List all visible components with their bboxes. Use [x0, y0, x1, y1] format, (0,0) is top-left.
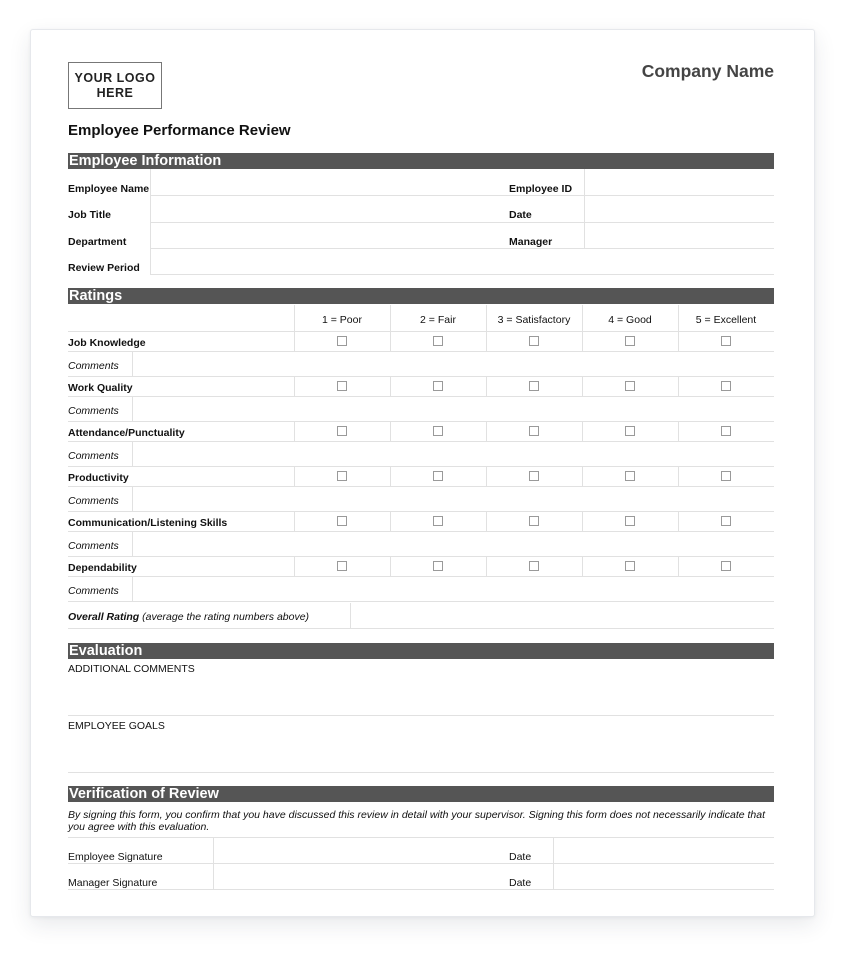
- divider: [132, 531, 133, 556]
- rating-checkbox-communication-listening-skills-3[interactable]: [529, 516, 539, 526]
- rating-checkbox-job-knowledge-5[interactable]: [721, 336, 731, 346]
- rating-checkbox-dependability-3[interactable]: [529, 561, 539, 571]
- rating-checkbox-communication-listening-skills-5[interactable]: [721, 516, 731, 526]
- divider: [132, 486, 133, 511]
- divider: [68, 863, 774, 864]
- divider: [294, 305, 295, 331]
- comments-label: Comments: [68, 405, 119, 417]
- rating-checkbox-attendance-punctuality-1[interactable]: [337, 426, 347, 436]
- divider: [68, 772, 774, 773]
- comments-field-productivity[interactable]: [134, 488, 774, 509]
- rating-checkbox-dependability-5[interactable]: [721, 561, 731, 571]
- comments-label: Comments: [68, 540, 119, 552]
- employee-name-field[interactable]: [152, 171, 506, 194]
- divider: [132, 351, 133, 376]
- overall-rating-note: (average the rating numbers above): [142, 611, 310, 623]
- comments-label: Comments: [68, 585, 119, 597]
- additional-comments-field[interactable]: [68, 677, 774, 714]
- rating-checkbox-job-knowledge-3[interactable]: [529, 336, 539, 346]
- company-name: Company Name: [641, 61, 774, 81]
- divider: [582, 331, 583, 351]
- manager-label: Manager: [509, 236, 553, 248]
- divider: [294, 376, 295, 396]
- divider: [390, 305, 391, 331]
- employee-goals-field[interactable]: [68, 734, 774, 771]
- rating-checkbox-work-quality-3[interactable]: [529, 381, 539, 391]
- divider: [486, 556, 487, 576]
- rating-checkbox-work-quality-5[interactable]: [721, 381, 731, 391]
- verification-note: By signing this form, you confirm that you have discussed this review in detail with your supervisor. Signing this form does not necessarily indicate that you agree with this evaluation.: [68, 809, 766, 833]
- rating-checkbox-communication-listening-skills-1[interactable]: [337, 516, 347, 526]
- employee-signature-date-field[interactable]: [555, 839, 774, 862]
- divider: [390, 421, 391, 441]
- divider: [390, 511, 391, 531]
- rating-checkbox-dependability-4[interactable]: [625, 561, 635, 571]
- divider: [582, 376, 583, 396]
- rating-checkbox-attendance-punctuality-2[interactable]: [433, 426, 443, 436]
- criterion-label-communication-listening-skills: Communication/Listening Skills: [68, 517, 228, 529]
- divider: [68, 628, 774, 629]
- divider: [294, 556, 295, 576]
- section-header-verification: Verification of Review: [68, 786, 774, 802]
- comments-field-communication-listening-skills[interactable]: [134, 533, 774, 554]
- divider: [486, 376, 487, 396]
- additional-comments-label: ADDITIONAL COMMENTS: [68, 663, 195, 675]
- manager-signature-label: Manager Signature: [68, 877, 158, 889]
- date-label: Date: [509, 209, 532, 221]
- rating-checkbox-work-quality-2[interactable]: [433, 381, 443, 391]
- scale-label-fair: 2 = Fair: [420, 314, 456, 326]
- divider: [68, 576, 774, 577]
- scale-label-good: 4 = Good: [608, 314, 652, 326]
- divider: [390, 376, 391, 396]
- comments-field-job-knowledge[interactable]: [134, 353, 774, 374]
- divider: [132, 576, 133, 601]
- rating-checkbox-productivity-4[interactable]: [625, 471, 635, 481]
- scale-label-poor: 1 = Poor: [322, 314, 362, 326]
- department-field[interactable]: [152, 224, 506, 247]
- overall-rating-label: [68, 611, 309, 623]
- job-title-field[interactable]: [152, 197, 506, 221]
- criterion-label-productivity: Productivity: [68, 472, 129, 484]
- department-label: Department: [68, 236, 127, 248]
- divider: [294, 466, 295, 486]
- divider: [150, 248, 774, 249]
- divider: [68, 466, 774, 467]
- criterion-label-dependability: Dependability: [68, 562, 137, 574]
- divider: [678, 511, 679, 531]
- divider: [582, 305, 583, 331]
- divider: [584, 169, 585, 249]
- manager-signature-field[interactable]: [215, 865, 505, 888]
- rating-checkbox-job-knowledge-1[interactable]: [337, 336, 347, 346]
- comments-label: Comments: [68, 450, 119, 462]
- divider: [150, 222, 774, 223]
- employee-id-label: Employee ID: [509, 183, 573, 195]
- logo-line-1: YOUR LOGO: [74, 71, 156, 85]
- section-header-evaluation: Evaluation: [68, 643, 774, 659]
- comments-field-dependability[interactable]: [134, 578, 774, 599]
- divider: [582, 421, 583, 441]
- divider: [678, 556, 679, 576]
- section-header-employee-information: Employee Information: [68, 153, 774, 169]
- rating-checkbox-communication-listening-skills-4[interactable]: [625, 516, 635, 526]
- form-title: Employee Performance Review: [68, 122, 291, 139]
- divider: [350, 603, 351, 629]
- employee-goals-label: EMPLOYEE GOALS: [68, 720, 165, 732]
- section-header-ratings: Ratings: [68, 288, 774, 304]
- comments-label: Comments: [68, 495, 119, 507]
- employee-name-label: Employee Name: [68, 183, 150, 195]
- rating-checkbox-attendance-punctuality-3[interactable]: [529, 426, 539, 436]
- divider: [132, 396, 133, 421]
- divider: [390, 556, 391, 576]
- rating-checkbox-productivity-1[interactable]: [337, 471, 347, 481]
- comments-field-work-quality[interactable]: [134, 398, 774, 419]
- divider: [68, 601, 774, 602]
- divider: [68, 715, 774, 716]
- rating-checkbox-dependability-1[interactable]: [337, 561, 347, 571]
- review-period-label: Review Period: [68, 262, 140, 274]
- divider: [68, 331, 774, 332]
- divider: [68, 889, 774, 890]
- divider: [390, 466, 391, 486]
- manager-signature-date-field[interactable]: [555, 865, 774, 888]
- logo-line-2: HERE: [96, 86, 134, 100]
- employee-signature-field[interactable]: [215, 839, 505, 862]
- divider: [150, 274, 774, 275]
- comments-label: Comments: [68, 360, 119, 372]
- overall-rating-field[interactable]: [352, 605, 774, 627]
- overall-rating-title: Overall Rating: [68, 611, 140, 623]
- criterion-label-work-quality: Work Quality: [68, 382, 133, 394]
- rating-checkbox-work-quality-1[interactable]: [337, 381, 347, 391]
- comments-field-attendance-punctuality[interactable]: [134, 443, 774, 464]
- rating-checkbox-job-knowledge-2[interactable]: [433, 336, 443, 346]
- divider: [132, 441, 133, 466]
- logo-placeholder: [68, 62, 162, 109]
- rating-checkbox-productivity-3[interactable]: [529, 471, 539, 481]
- job-title-label: Job Title: [68, 209, 111, 221]
- divider: [678, 331, 679, 351]
- divider: [582, 511, 583, 531]
- divider: [582, 556, 583, 576]
- rating-checkbox-attendance-punctuality-5[interactable]: [721, 426, 731, 436]
- divider: [68, 837, 774, 838]
- divider: [68, 351, 774, 352]
- divider: [68, 396, 774, 397]
- divider: [294, 331, 295, 351]
- rating-checkbox-productivity-2[interactable]: [433, 471, 443, 481]
- divider: [68, 421, 774, 422]
- rating-checkbox-job-knowledge-4[interactable]: [625, 336, 635, 346]
- divider: [68, 486, 774, 487]
- employee-signature-label: Employee Signature: [68, 851, 163, 863]
- rating-checkbox-dependability-2[interactable]: [433, 561, 443, 571]
- divider: [678, 305, 679, 331]
- divider: [486, 305, 487, 331]
- divider: [294, 511, 295, 531]
- rating-checkbox-attendance-punctuality-4[interactable]: [625, 426, 635, 436]
- employee-signature-date-label: Date: [509, 851, 532, 863]
- date-field[interactable]: [586, 197, 774, 221]
- divider: [68, 441, 774, 442]
- rating-checkbox-communication-listening-skills-2[interactable]: [433, 516, 443, 526]
- divider: [486, 466, 487, 486]
- divider: [68, 556, 774, 557]
- scale-label-satisfactory: 3 = Satisfactory: [497, 314, 571, 326]
- divider: [390, 331, 391, 351]
- divider: [68, 531, 774, 532]
- criterion-label-attendance-punctuality: Attendance/Punctuality: [68, 427, 185, 439]
- divider: [486, 331, 487, 351]
- rating-checkbox-productivity-5[interactable]: [721, 471, 731, 481]
- divider: [68, 376, 774, 377]
- divider: [213, 837, 214, 890]
- divider: [678, 421, 679, 441]
- divider: [553, 837, 554, 890]
- manager-signature-date-label: Date: [509, 877, 532, 889]
- divider: [486, 511, 487, 531]
- divider: [678, 466, 679, 486]
- scale-label-excellent: 5 = Excellent: [695, 314, 757, 326]
- employee-id-field[interactable]: [586, 171, 774, 194]
- divider: [486, 421, 487, 441]
- manager-field[interactable]: [586, 224, 774, 247]
- rating-checkbox-work-quality-4[interactable]: [625, 381, 635, 391]
- divider: [68, 511, 774, 512]
- divider: [150, 195, 774, 196]
- divider: [678, 376, 679, 396]
- divider: [582, 466, 583, 486]
- divider: [294, 421, 295, 441]
- criterion-label-job-knowledge: Job Knowledge: [68, 337, 146, 349]
- review-period-field[interactable]: [152, 250, 772, 273]
